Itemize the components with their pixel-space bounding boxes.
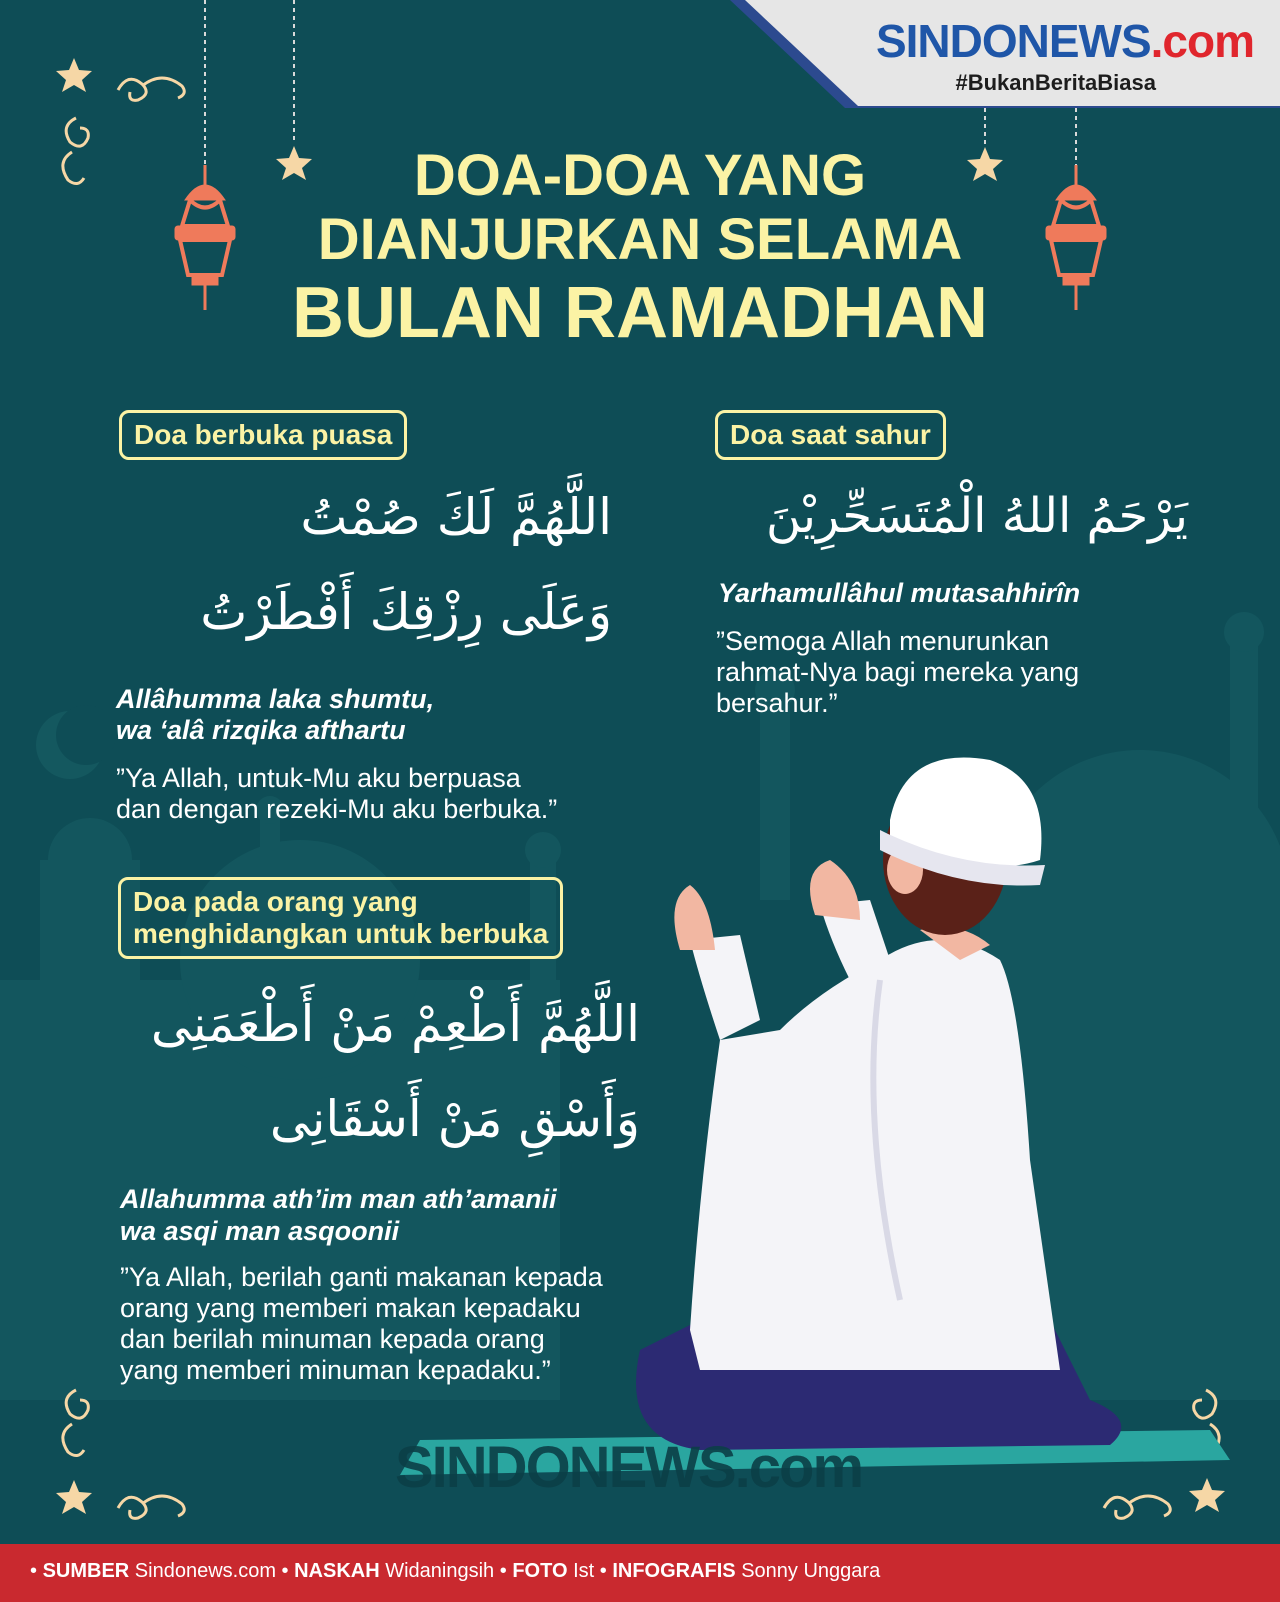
- star-icon: [56, 1480, 92, 1514]
- latin-berbuka-line-1: Allâhumma laka shumtu,: [116, 684, 435, 714]
- meaning-menghidangkan-line-3: dan berilah minuman kepada orang: [120, 1324, 545, 1354]
- arabic-berbuka-line-2: وَعَلَى رِزْقِكَ أَفْطَرْتُ: [200, 583, 612, 641]
- watermark: SINDONEWS.com: [395, 1435, 863, 1500]
- star-icon: [56, 58, 92, 92]
- brand: [780, 0, 1280, 108]
- arabic-menghidangkan-line-1: اللَّهُمَّ أَطْعِمْ مَنْ أَطْعَمَنِى: [150, 995, 640, 1053]
- title-line-2: DIANJURKAN SELAMA: [317, 207, 963, 272]
- arabic-berbuka-line-1: اللَّهُمَّ لَكَ صُمْتُ: [300, 488, 612, 546]
- brand-logo-suffix: .com: [1150, 15, 1254, 67]
- star-icon: [1189, 1478, 1225, 1512]
- brand-logo: [876, 14, 1254, 68]
- section-badge-berbuka: Doa berbuka puasa: [119, 410, 407, 460]
- latin-menghidangkan-line-1: Allahumma ath’im man ath’amanii: [120, 1184, 557, 1214]
- title-line-1: DOA-DOA YANG: [413, 143, 867, 208]
- footer-source-label: SUMBER: [42, 1560, 130, 1582]
- latin-menghidangkan-line-2: wa asqi man asqoonii: [120, 1216, 400, 1246]
- latin-sahur-line-1: Yarhamullâhul mutasahhirîn: [718, 578, 1081, 608]
- section-badge-menghidangkan-line-2: menghidangkan untuk berbuka: [133, 918, 549, 949]
- title-line-3: BULAN RAMADHAN: [292, 273, 988, 353]
- footer-photo-label: FOTO: [512, 1560, 568, 1582]
- meaning-menghidangkan-line-2: orang yang memberi makan kepadaku: [120, 1293, 581, 1323]
- footer-script-value: Widaningsih: [385, 1560, 495, 1582]
- meaning-sahur-line-3: bersahur.”: [716, 688, 838, 718]
- meaning-sahur-line-1: ”Semoga Allah menurunkan: [716, 626, 1050, 656]
- footer-script-label: NASKAH: [294, 1560, 380, 1582]
- footer-infographic-label: INFOGRAFIS: [612, 1560, 736, 1582]
- section-badge-menghidangkan: [118, 877, 563, 959]
- section-badge-menghidangkan-line-1: Doa pada orang yang: [133, 886, 418, 917]
- crescent-moon-icon: [36, 705, 116, 779]
- meaning-berbuka-line-2: dan dengan rezeki-Mu aku berbuka.”: [116, 794, 558, 824]
- section-badge-sahur: Doa saat sahur: [715, 410, 946, 460]
- footer-photo-value: Ist: [573, 1560, 595, 1582]
- brand-logo-main: SINDONEWS: [875, 15, 1151, 67]
- meaning-sahur-line-2: rahmat-Nya bagi mereka yang: [716, 657, 1080, 687]
- meaning-menghidangkan-line-4: yang memberi minuman kepadaku.”: [120, 1355, 551, 1385]
- footer-infographic-value: Sonny Unggara: [741, 1560, 881, 1582]
- latin-berbuka-line-2: wa ‘alâ rizqika afthartu: [116, 715, 406, 745]
- arabic-menghidangkan-line-2: وَأَسْقِ مَنْ أَسْقَانِى: [269, 1090, 640, 1148]
- footer-credits: [0, 1544, 1280, 1602]
- meaning-menghidangkan-line-1: ”Ya Allah, berilah ganti makanan kepada: [120, 1262, 603, 1292]
- brand-tagline: #BukanBeritaBiasa: [955, 70, 1156, 95]
- meaning-berbuka-line-1: ”Ya Allah, untuk-Mu aku berpuasa: [116, 763, 521, 793]
- arabic-sahur-line-1: يَرْحَمُ اللهُ الْمُتَسَحِّرِيْنَ: [766, 488, 1188, 544]
- footer-text: • SUMBER Sindonews.com • NASKAH Widaningsih • FOTO Ist • INFOGRAFIS Sonny Unggara: [30, 1560, 881, 1582]
- footer-source-value: Sindonews.com: [134, 1560, 276, 1582]
